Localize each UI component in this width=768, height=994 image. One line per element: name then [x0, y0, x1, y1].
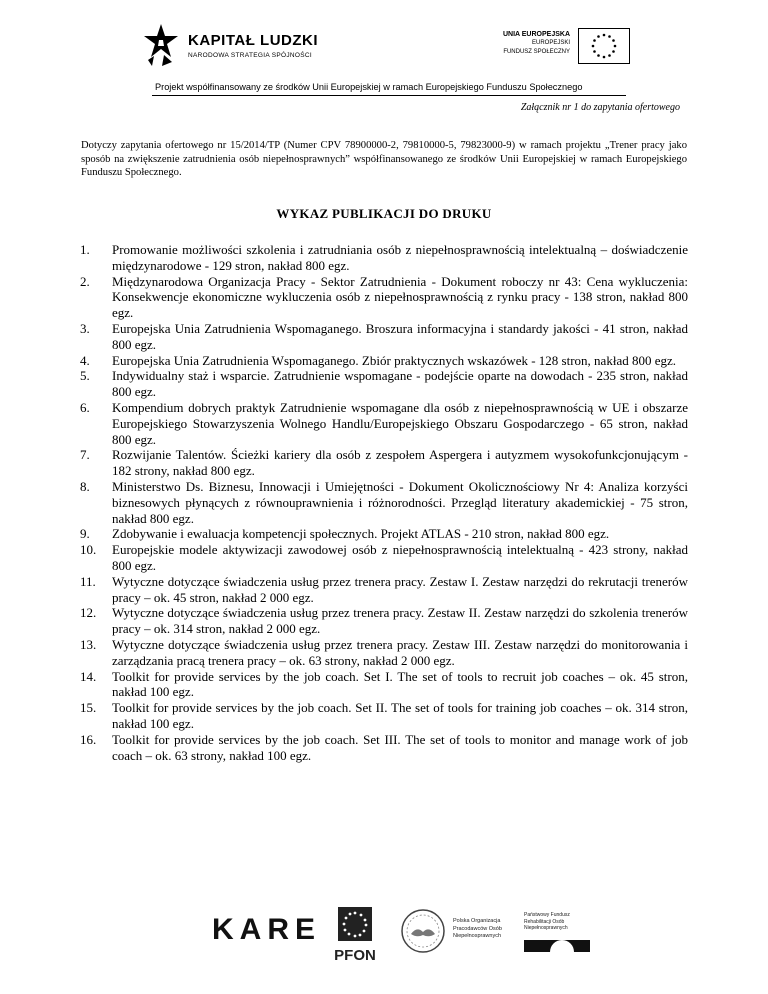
publication-list	[80, 242, 688, 763]
list-item-number: 2.	[80, 273, 90, 289]
pfon-text: PFON	[334, 947, 376, 964]
list-item-number: 8.	[80, 478, 90, 494]
project-cofinancing-line: Projekt współfinansowany ze środków Unii Europejskiej w ramach Europejskiego Funduszu Społecznego	[155, 82, 583, 92]
list-item-number: 12.	[80, 605, 97, 621]
list-item	[80, 605, 688, 637]
list-item-text: Toolkit for provide services by the job coach. Set I. The set of tools to recruit job coaches – ok. 45 stron, nakład 100 egz.	[112, 668, 688, 700]
list-item-text: Ministerstwo Ds. Biznesu, Innowacji i Umiejętności - Dokument Okolicznościowy Nr 4: Analiza korzyści biznesowych płynących z równouprawnienia i różnorodności. Przegląd literatury akademickiej - 75 stron, nakład 800 egz.	[112, 478, 688, 526]
list-item	[80, 242, 688, 274]
polish-organization-text	[453, 918, 502, 941]
pfon-line3: Niepełnosprawnych	[453, 933, 501, 939]
list-item	[80, 574, 688, 606]
eu-flag-icon	[578, 28, 630, 64]
list-item-number: 4.	[80, 352, 90, 368]
list-item	[80, 479, 688, 526]
list-item-number: 10.	[80, 542, 97, 558]
list-item-number: 5.	[80, 368, 90, 384]
list-item-text: Kompendium dobrych praktyk Zatrudnienie wspomagane dla osób z niepełnosprawnością w UE i obszarze Europejskiego Stowarzyszenia Wolnego Handlu/Europejskiego Obszaru Gospodarczego - 65 stron, nakład 800 egz.	[112, 399, 688, 447]
list-item	[80, 542, 688, 574]
eu-line2: EUROPEJSKI	[531, 40, 570, 46]
kapital-ludzki-logo	[142, 22, 382, 72]
list-item-text: Europejska Unia Zatrudnienia Wspomaganego. Broszura informacyjna i standardy jakości - 41 stron, nakład 800 egz.	[112, 320, 688, 352]
list-item-number: 6.	[80, 399, 90, 415]
list-item	[80, 447, 688, 479]
kapital-ludzki-subtitle: NARODOWA STRATEGIA SPÓJNOŚCI	[188, 52, 312, 59]
list-item	[80, 274, 688, 321]
list-item-text: Wytyczne dotyczące świadczenia usług przez trenera pracy. Zestaw III. Zestaw narzędzi do monitorowania i zarządzania pracą trenera pracy – ok. 63 strony, nakład 2 000 egz.	[112, 636, 688, 668]
pfon-line1: Polska Organizacja	[453, 918, 501, 924]
list-item-text: Rozwijanie Talentów. Ścieżki kariery dla osób z zespołem Aspergera i autyzmem wysokofunkcjonującym - 182 strony, nakład 800 egz.	[112, 447, 688, 479]
list-item	[80, 400, 688, 447]
pfon-logo	[330, 905, 380, 971]
list-item	[80, 732, 688, 764]
list-item-text: Indywidualny staż i wsparcie. Zatrudnienie wspomagane - podejście oparte na dowodach - 235 stron, nakład 800 egz.	[112, 368, 688, 400]
list-item-number: 15.	[80, 700, 97, 716]
list-item-number: 9.	[80, 526, 90, 542]
list-item-text: Europejska Unia Zatrudnienia Wspomaganego. Zbiór praktycznych wskazówek - 128 stron, nakład 800 egz.	[112, 352, 677, 368]
kapital-ludzki-star-icon	[142, 22, 180, 68]
list-item	[80, 321, 688, 353]
list-item	[80, 637, 688, 669]
list-item-text: Międzynarodowa Organizacja Pracy - Sektor Zatrudnienia - Dokument roboczy nr 43: Cena wykluczenia: Konsekwencje ekonomiczne wykluczenia osób z niepełnosprawnością z rynku pracy - 138 stron, nakład 800 egz.	[112, 273, 688, 321]
list-item	[80, 353, 688, 369]
list-item-text: Toolkit for provide services by the job coach. Set II. The set of tools for training job coaches – ok. 314 stron, nakład 100 egz.	[112, 700, 688, 731]
list-item-text: Promowanie możliwości szkolenia i zatrudniania osób z niepełnosprawnością intelektualną – doświadczenie międzynarodowe - 129 stron, nakład 800 egz.	[112, 242, 688, 273]
pfron-text	[524, 912, 588, 932]
pfon-stars-icon	[330, 905, 380, 951]
list-item-number: 11.	[80, 573, 96, 589]
list-item-text: Wytyczne dotyczące świadczenia usług przez trenera pracy. Zestaw I. Zestaw narzędzi do rekrutacji trenerów pracy – ok. 45 stron, nakład 2 000 egz.	[112, 573, 688, 605]
list-item-text: Toolkit for provide services by the job coach. Set III. The set of tools to monitor and manage work of job coach – ok. 63 strony, nakład 100 egz.	[112, 731, 688, 763]
header-divider	[152, 95, 626, 96]
list-item	[80, 669, 688, 701]
list-item	[80, 368, 688, 400]
list-item	[80, 526, 688, 542]
list-item-number: 14.	[80, 668, 97, 684]
list-item	[80, 700, 688, 732]
eu-logo	[492, 28, 632, 68]
pfron-line1: Państwowy Fundusz	[524, 912, 570, 918]
pfron-line2: Rehabilitacji Osób	[524, 918, 565, 925]
pfron-logo	[524, 912, 594, 958]
list-item-text: Wytyczne dotyczące świadczenia usług przez trenera pracy. Zestaw II. Zestaw narzędzi do szkolenia trenerów pracy – ok. 314 stron, nakład 2 000 egz.	[112, 605, 688, 637]
polish-organization-logo	[400, 908, 520, 962]
handshake-icon	[400, 908, 446, 954]
pfron-line3: Niepełnosprawnych	[524, 925, 568, 931]
list-item-number: 13.	[80, 636, 97, 652]
intro-paragraph: Dotyczy zapytania ofertowego nr 15/2014/TP (Numer CPV 78900000-2, 79810000-5, 79823000-9) w ramach projektu „Trener pracy jako sposób na zwiększenie zatrudnienia osób niepełnosprawnych” współfinansowanego ze środków Unii Europejskiej w ramach Europejskiego Funduszu Społecznego.	[81, 140, 687, 178]
list-item-number: 7.	[80, 447, 90, 463]
list-item-text: Europejskie modele aktywizacji zawodowej osób z niepełnosprawnością intelektualną - 423 strony, nakład 800 egz.	[112, 542, 688, 573]
eu-line1: UNIA EUROPEJSKA	[502, 31, 570, 38]
list-item-text: Zdobywanie i ewaluacja kompetencji społecznych. Projekt ATLAS - 210 stron, nakład 800 egz.	[112, 526, 610, 542]
list-item-number: 3.	[80, 320, 90, 336]
annex-label: Załącznik nr 1 do zapytania ofertowego	[520, 102, 680, 113]
eu-logo-text	[492, 30, 570, 57]
kare-logo: KARE	[212, 913, 322, 946]
kapital-ludzki-title: KAPITAŁ LUDZKI	[188, 32, 319, 49]
page-title: WYKAZ PUBLIKACJI DO DRUKU	[276, 206, 492, 221]
pfon-line2: Pracodawców Osób	[453, 925, 502, 932]
pfron-icon	[524, 938, 590, 954]
list-item-number: 16.	[80, 731, 97, 747]
eu-line3: FUNDUSZ SPOŁECZNY	[503, 49, 570, 55]
list-item-number: 1.	[80, 242, 90, 257]
